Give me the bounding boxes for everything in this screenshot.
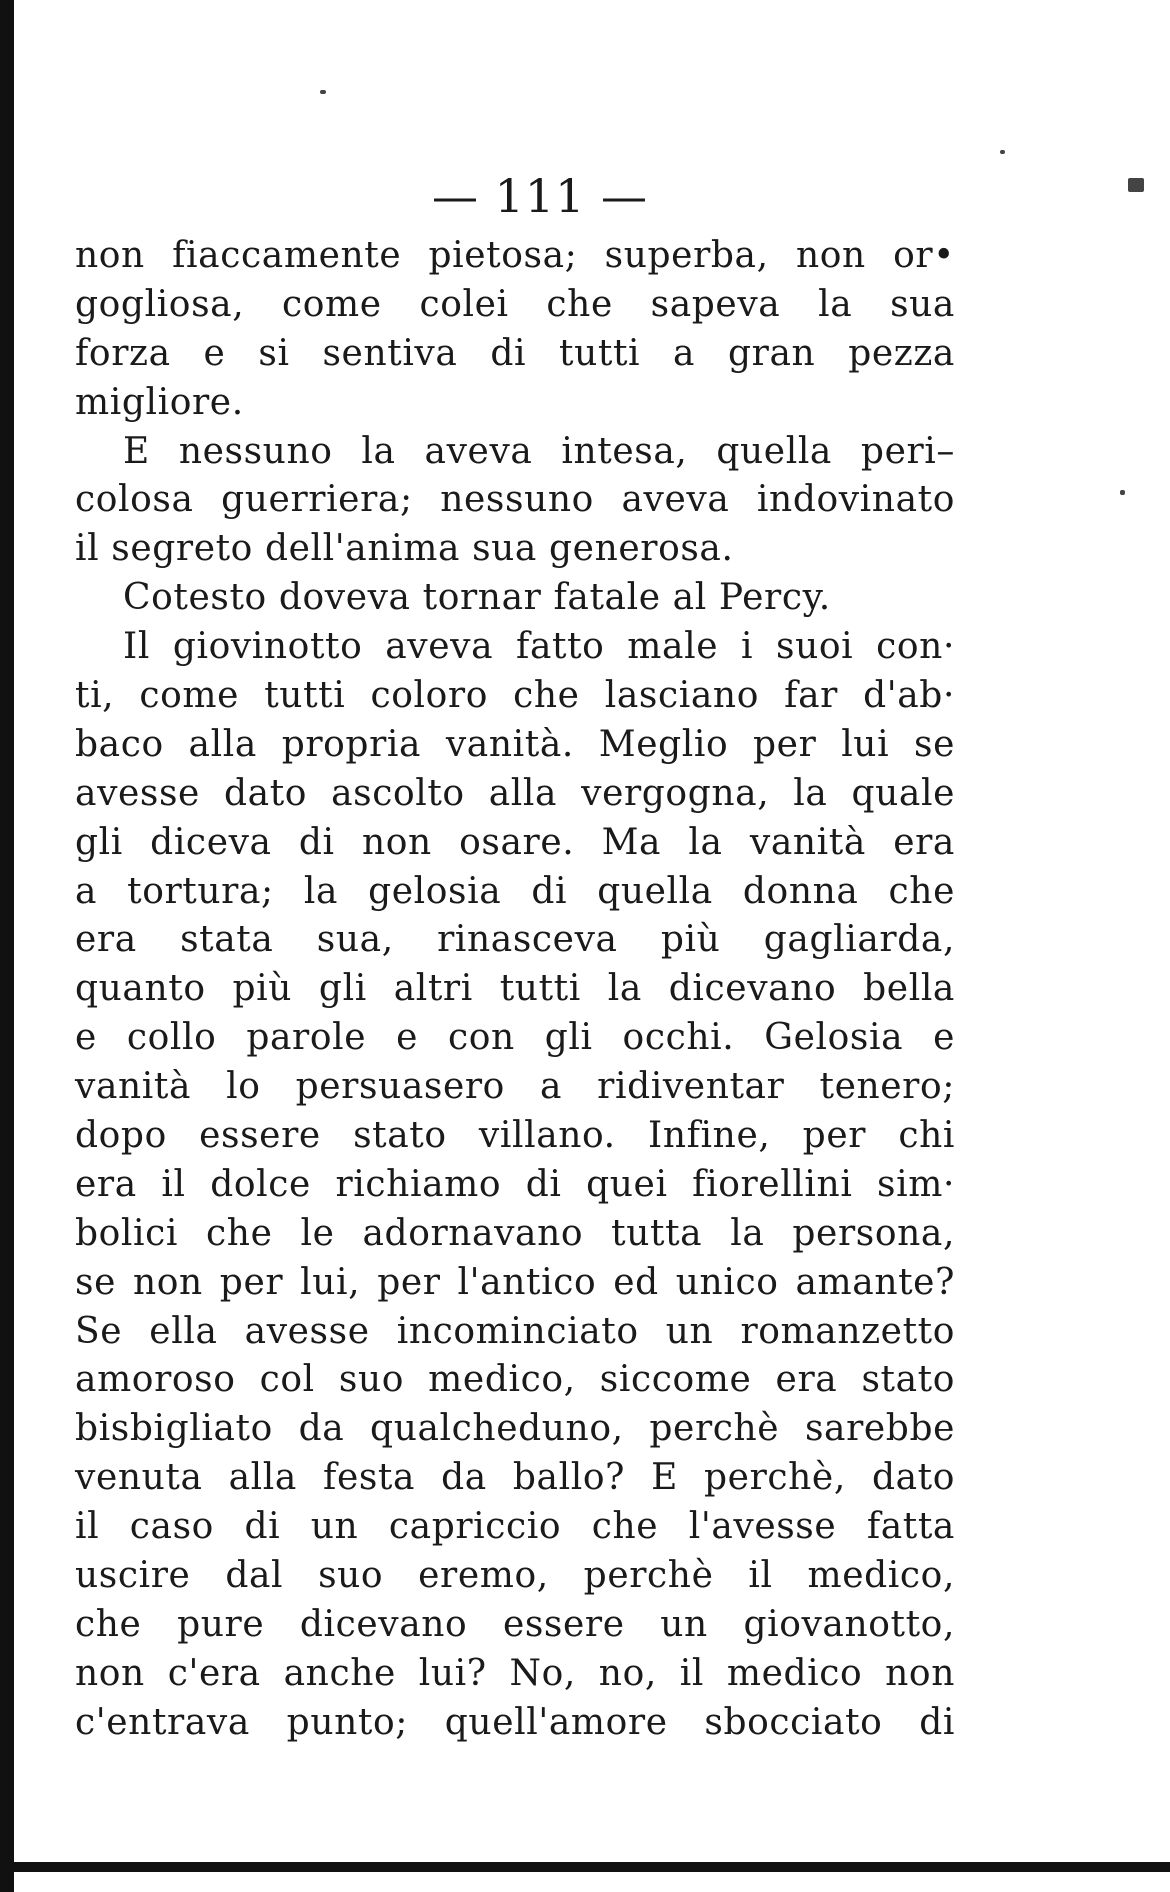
text-line: migliore. <box>75 381 244 423</box>
text-line: non fiaccamente pietosa; superba, non or• <box>75 235 955 276</box>
text-line: forza e si sentiva di tutti a gran pezza <box>75 332 955 374</box>
text-line: Il giovinotto aveva fatto male i suoi con· <box>123 626 955 668</box>
text-line: ti, come tutti coloro che lasciano far d'ab· <box>75 675 955 717</box>
text-line: era stata sua, rinasceva più gagliarda, <box>75 919 955 961</box>
text-line: vanità lo persuasero a ridiventar tenero; <box>75 1066 955 1108</box>
text-line: bolici che le adornavano tutta la persona, <box>75 1212 955 1254</box>
text-line: il segreto dell'anima sua generosa. <box>75 528 734 570</box>
text-line: gli diceva di non osare. Ma la vanità era <box>75 821 955 863</box>
text-line: colosa guerriera; nessuno aveva indovinato <box>75 479 955 521</box>
text-line: amoroso col suo medico, siccome era stato <box>75 1359 955 1401</box>
text-line: che pure dicevano essere un giovanotto, <box>75 1603 955 1645</box>
text-line: e collo parole e con gli occhi. Gelosia e <box>75 1017 955 1059</box>
body-text <box>75 232 955 1748</box>
text-line: il caso di un capriccio che l'avesse fatta <box>75 1506 955 1548</box>
text-line: c'entrava punto; quell'amore sbocciato di <box>75 1701 955 1743</box>
text-line: avesse dato ascolto alla vergogna, la quale <box>75 772 955 814</box>
text-line: gogliosa, come colei che sapeva la sua <box>75 283 955 325</box>
page-number-text: — 111 — <box>431 169 649 223</box>
text-line: dopo essere stato villano. Infine, per chi <box>75 1115 955 1157</box>
text-line: quanto più gli altri tutti la dicevano bella <box>75 968 955 1010</box>
scan-speck <box>320 90 326 94</box>
scan-speck <box>1000 150 1005 154</box>
text-line: baco alla propria vanità. Meglio per lui se <box>75 723 955 765</box>
page-number <box>0 168 1170 224</box>
text-line: Se ella avesse incominciato un romanzetto <box>75 1310 955 1352</box>
text-line: E nessuno la aveva intesa, quella peri– <box>123 430 955 472</box>
text-line: Cotesto doveva tornar fatale al Percy. <box>123 577 831 619</box>
text-line: a tortura; la gelosia di quella donna che <box>75 870 955 912</box>
text-line: venuta alla festa da ballo? E perchè, dato <box>75 1457 955 1499</box>
scan-left-border <box>0 0 14 1892</box>
text-line: non c'era anche lui? No, no, il medico non <box>75 1652 955 1694</box>
text-line: se non per lui, per l'antico ed unico amante? <box>75 1261 955 1303</box>
scan-bottom-border <box>0 1862 1170 1872</box>
text-line: bisbigliato da qualcheduno, perchè sarebbe <box>75 1408 955 1450</box>
text-line: uscire dal suo eremo, perchè il medico, <box>75 1555 955 1597</box>
scan-speck <box>1120 490 1125 495</box>
text-line: era il dolce richiamo di quei fiorellini sim· <box>75 1163 955 1205</box>
